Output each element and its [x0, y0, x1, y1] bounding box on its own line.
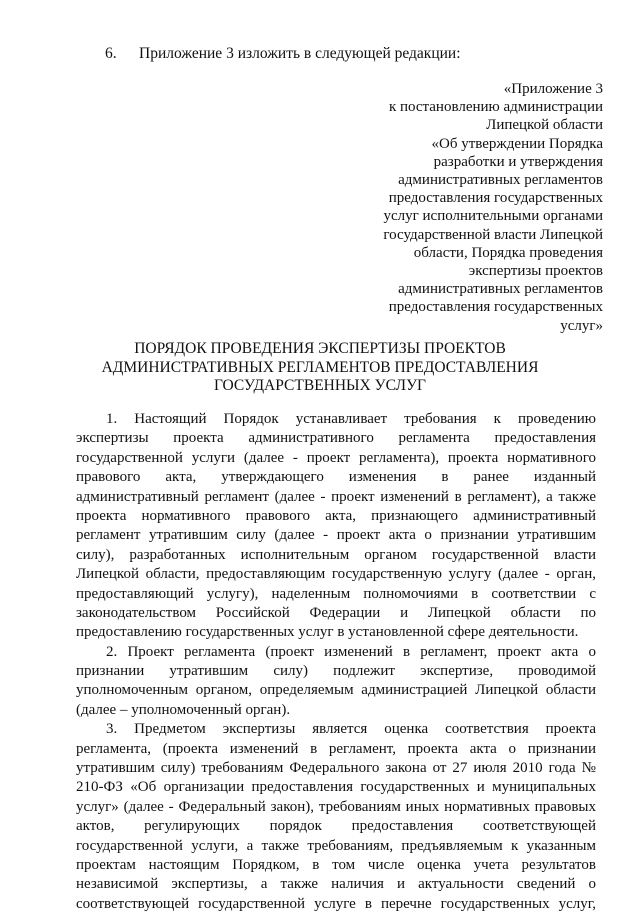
appendix-line: к постановлению администрации	[388, 99, 603, 116]
title-line: АДМИНИСТРАТИВНЫХ РЕГЛАМЕНТОВ ПРЕДОСТАВЛЕНИЯ	[101, 358, 539, 376]
paragraph-3-line: регламента, (проекта изменений в регламент, проекта акта о признании	[76, 740, 596, 757]
paragraph-2-line: 2. Проект регламента (проект изменений в регламент, проект акта о	[106, 643, 596, 660]
paragraph-1-line: Липецкой области, предоставляющим государственную услугу (далее - орган,	[76, 566, 596, 583]
paragraph-3-line: актов, регулирующих порядок предоставления соответствующей	[76, 818, 596, 835]
appendix-line: Липецкой области	[486, 117, 603, 134]
paragraph-1-line: административный регламент (далее - проект изменений в регламент), а также	[76, 488, 596, 505]
item-text: Приложение 3 изложить в следующей редакции:	[139, 45, 461, 62]
title-line: ПОРЯДОК ПРОВЕДЕНИЯ ЭКСПЕРТИЗЫ ПРОЕКТОВ	[134, 340, 506, 357]
paragraph-3-line: 210-ФЗ «Об организации предоставления государственных и муниципальных	[76, 779, 596, 796]
amendment-item-6	[105, 45, 461, 63]
paragraph-3-line: независимой экспертизы, а также наличия и актуальности сведений о	[76, 876, 596, 893]
appendix-line: «Об утверждении Порядка	[431, 135, 603, 152]
title-line: ГОСУДАРСТВЕННЫХ УСЛУГ	[213, 377, 427, 394]
paragraph-1-line: законодательством Российской Федерации и Липецкой области по	[76, 604, 596, 621]
paragraph-3-line: соответствующей государственной услуге в перечне государственных услуг,	[76, 895, 596, 912]
paragraph-2-line: (далее – уполномоченный орган).	[76, 701, 291, 718]
paragraph-1-line: силу), разработанных исполнительным органом государственной власти	[76, 546, 596, 563]
paragraph-2-line: уполномоченным органом, определяемым администрацией Липецкой области	[76, 682, 596, 699]
appendix-line: экспертизы проектов	[468, 263, 603, 280]
paragraph-3-line: услуг» (далее - Федеральный закон), требованиям иных нормативных правовых	[76, 798, 596, 815]
paragraph-3-line: 3. Предметом экспертизы является оценка соответствия проекта	[106, 721, 596, 738]
appendix-line: услуг»	[560, 317, 603, 334]
paragraph-1-line: предоставляющий услугу), наделенным полномочиями в соответствии с	[76, 585, 596, 602]
appendix-line: предоставления государственных	[388, 190, 603, 207]
appendix-line: административных регламентов	[398, 172, 603, 189]
appendix-line: административных регламентов	[398, 281, 603, 298]
appendix-line: предоставления государственных	[388, 299, 603, 316]
paragraph-1-line: экспертизы проекта административного регламента предоставления	[76, 430, 596, 447]
document-title	[70, 340, 570, 396]
paragraph-3-line: проектам настоящим Порядком, в том числе оценка учета результатов	[76, 856, 596, 873]
body-text	[76, 410, 596, 914]
paragraph-1-line: предоставлению государственных услуг в установленной сфере деятельности.	[76, 624, 579, 641]
paragraph-1-line: правового акта, утверждающего изменения в ранее изданный	[76, 469, 596, 486]
appendix-line: государственной власти Липецкой	[383, 226, 603, 243]
paragraph-1-line: проекта нормативного правового акта, признающего административный	[76, 507, 596, 524]
paragraph-2-line: признании утратившим силу) подлежит экспертизе, проводимой	[76, 663, 596, 680]
appendix-header	[353, 80, 603, 335]
appendix-line: области, Порядка проведения	[413, 244, 603, 261]
appendix-line: разработки и утверждения	[433, 153, 603, 170]
paragraph-1-line: государственной услуги (далее - проект регламента), проекта нормативного	[76, 449, 596, 466]
paragraph-1-line: регламент утратившим силу (далее - проект акта о признании утратившим	[76, 527, 596, 544]
appendix-line: услуг исполнительными органами	[383, 208, 603, 225]
paragraph-1-line: 1. Настоящий Порядок устанавливает требования к проведению	[106, 411, 596, 427]
appendix-line: «Приложение 3	[503, 81, 603, 97]
paragraph-3-line: утратившим силу) требованиям Федерального закона от 27 июля 2010 года №	[76, 760, 596, 777]
item-number: 6.	[105, 45, 117, 62]
paragraph-3-line: государственной услуги, а также требованиям, предъявляемым к указанным	[76, 837, 596, 854]
